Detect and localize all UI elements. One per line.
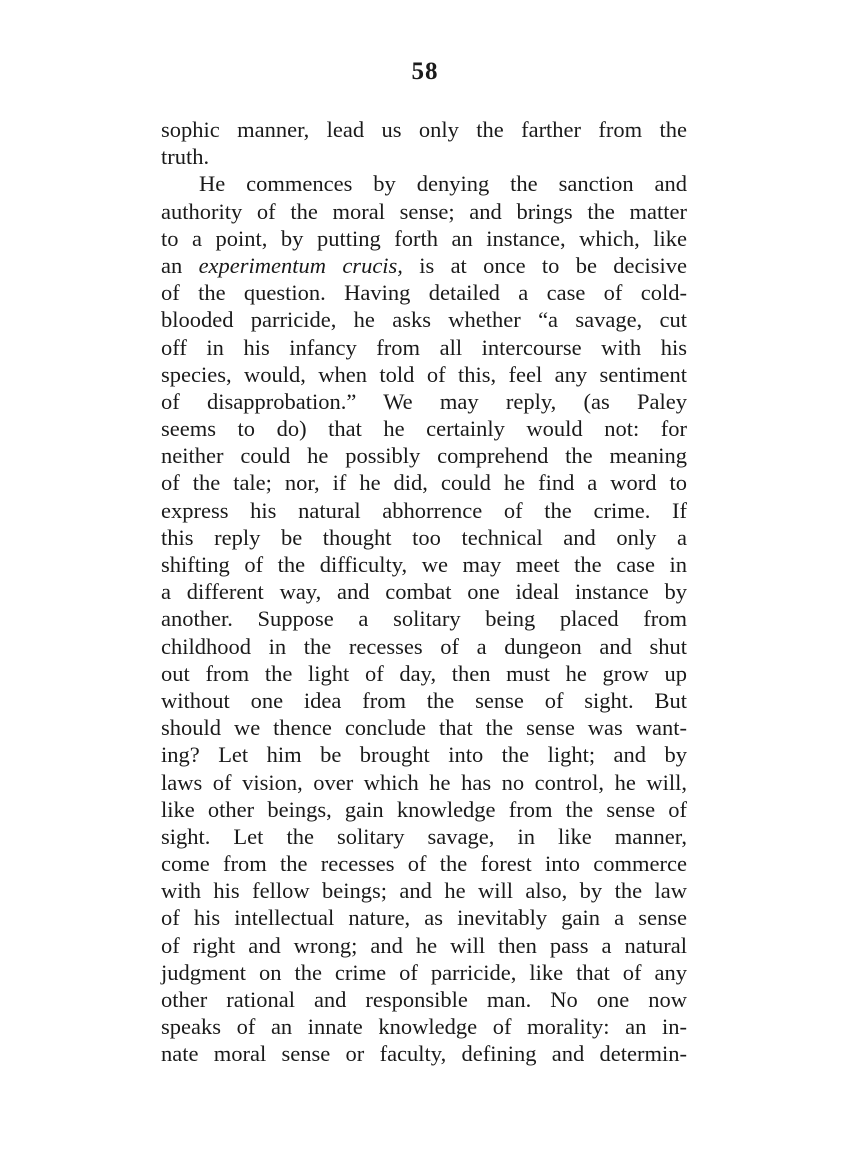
text-line: of his intellectual nature, as inevitably gain a sense xyxy=(161,905,687,931)
text-line: off in his infancy from all intercourse with his xyxy=(161,334,687,360)
text-line: this reply be thought too technical and only a xyxy=(161,524,687,550)
text-run: is at once to be decisive xyxy=(402,252,687,278)
text-line: neither could he possibly comprehend the meaning xyxy=(161,443,687,469)
text-line: truth. xyxy=(161,144,210,170)
text-line: of the question. Having detailed a case of cold- xyxy=(161,280,687,306)
text-line: to a point, by putting forth an instance, which, like xyxy=(161,225,687,251)
text-line: like other beings, gain knowledge from the sense of xyxy=(161,796,687,822)
text-line: of right and wrong; and he will then pass a natural xyxy=(161,932,687,958)
text-line: nate moral sense or faculty, defining and determin- xyxy=(161,1041,687,1067)
text-line: seems to do) that he certainly would not: for xyxy=(161,416,687,442)
text-line xyxy=(161,252,687,279)
text-line: blooded parricide, he asks whether “a savage, cut xyxy=(161,307,687,333)
text-line: laws of vision, over which he has no control, he will, xyxy=(161,769,687,795)
text-line: sight. Let the solitary savage, in like manner, xyxy=(161,823,687,849)
text-line: judgment on the crime of parricide, like that of any xyxy=(161,959,687,985)
text-run: an xyxy=(161,252,199,278)
text-line: childhood in the recesses of a dungeon and shut xyxy=(161,633,687,659)
text-line: express his natural abhorrence of the crime. If xyxy=(161,497,687,523)
text-line: of the tale; nor, if he did, could he find a word to xyxy=(161,470,687,496)
text-line: other rational and responsible man. No one now xyxy=(161,987,687,1012)
text-line: He commences by denying the sanction and xyxy=(199,171,687,197)
text-line: authority of the moral sense; and brings the matter xyxy=(161,198,687,224)
text-line: without one idea from the sense of sight. But xyxy=(161,687,687,713)
text-line: a different way, and combat one ideal instance by xyxy=(161,579,687,605)
page-number: 58 xyxy=(411,58,439,85)
text-line: species, would, when told of this, feel any sentiment xyxy=(161,361,687,387)
text-line: shifting of the difficulty, we may meet the case in xyxy=(161,552,687,577)
text-line: should we thence conclude that the sense was want- xyxy=(161,715,687,741)
text-line: another. Suppose a solitary being placed from xyxy=(161,606,687,632)
italic-phrase: experimentum crucis, xyxy=(198,252,403,278)
text-line: speaks of an innate knowledge of morality: an in- xyxy=(161,1014,687,1040)
text-line: ing? Let him be brought into the light; and by xyxy=(161,742,687,768)
text-line: come from the recesses of the forest into commerce xyxy=(161,851,687,877)
text-line: with his fellow beings; and he will also, by the law xyxy=(161,878,687,904)
text-line: out from the light of day, then must he grow up xyxy=(161,660,687,686)
text-line: of disapprobation.” We may reply, (as Paley xyxy=(161,388,687,414)
text-line: sophic manner, lead us only the farther from the xyxy=(161,117,687,142)
body-text xyxy=(161,116,687,1068)
